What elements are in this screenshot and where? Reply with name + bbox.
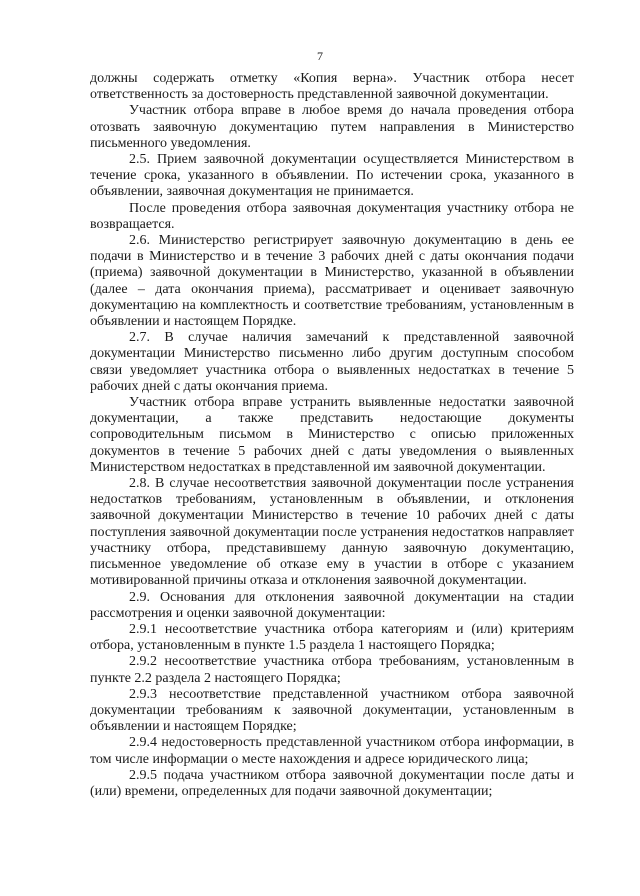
paragraph-2-9-3: 2.9.3 несоответствие представленной участником отбора заявочной документации требованиям к заявочной документации, установленным в объявлении и настоящем Порядке; [90,686,574,735]
paragraph-2-9-5: 2.9.5 подача участником отбора заявочной документации после даты и (или) времени, определенных для подачи заявочной документации; [90,767,574,799]
paragraph-2-7: 2.7. В случае наличия замечаний к представленной заявочной документации Министерство письменно либо другим доступным способом связи уведомляет участника отбора о выявленных недостатках в течение 5 рабочих дней с даты окончания приема. [90,330,574,394]
paragraph-fix-deficiencies: Участник отбора вправе устранить выявленные недостатки заявочной документации, а также представить недостающие документы сопроводительным письмом в Министерство с описью приложенных документов в течение 5 рабочих дней с даты уведомления о выявленных Министерством недостатках в представленной им заявочной документации. [90,395,574,475]
paragraph-2-9: 2.9. Основания для отклонения заявочной документации на стадии рассмотрения и оценки заявочной документации: [90,589,574,621]
paragraph-not-returned: После проведения отбора заявочная документация участнику отбора не возвращается. [90,200,574,232]
paragraph-2-9-1: 2.9.1 несоответствие участника отбора категориям и (или) критериям отбора, установленным в пункте 1.5 раздела 1 настоящего Порядка; [90,621,574,654]
paragraph-certified-copy: должны содержать отметку «Копия верна». Участник отбора несет ответственность за достоверность представленной заявочной документации. [90,71,574,103]
document-body [90,71,574,800]
paragraph-2-5: 2.5. Прием заявочной документации осуществляется Министерством в течение срока, указанного в объявлении. По истечении срока, указанного в объявлении, заявочная документация не принимается. [90,152,574,200]
paragraph-2-8: 2.8. В случае несоответствия заявочной документации после устранения недостатков требованиям, установленным в объявлении, и отклонения заявочной документации Министерство в течение 10 рабочих дней с даты поступления заявочной документации после устранения недостатков направляет участнику отбора, представившему данную заявочную документацию, письменное уведомление об отказе ему в участии в отборе с указанием мотивированной причины отказа и отклонения заявочной документации. [90,476,574,589]
paragraph-withdraw-documentation: Участник отбора вправе в любое время до начала проведения отбора отозвать заявочную документацию путем направления в Министерство письменного уведомления. [90,103,574,151]
paragraph-2-9-4: 2.9.4 недостоверность представленной участником отбора информации, в том числе информации о месте нахождения и адресе юридического лица; [90,735,574,767]
paragraph-2-6: 2.6. Министерство регистрирует заявочную документацию в день ее подачи в Министерство и в течение 3 рабочих дней с даты окончания подачи (приема) заявочной документации в Министерство, указанной в объявлении (далее – дата окончания приема), рассматривает и оценивает заявочную документацию на комплектность и соответствие требованиям, установленным в объявлении и настоящем Порядке. [90,233,574,330]
page-number: 7 [317,49,323,63]
paragraph-2-9-2: 2.9.2 несоответствие участника отбора требованиям, установленным в пункте 2.2 раздела 2 настоящего Порядка; [90,654,574,686]
